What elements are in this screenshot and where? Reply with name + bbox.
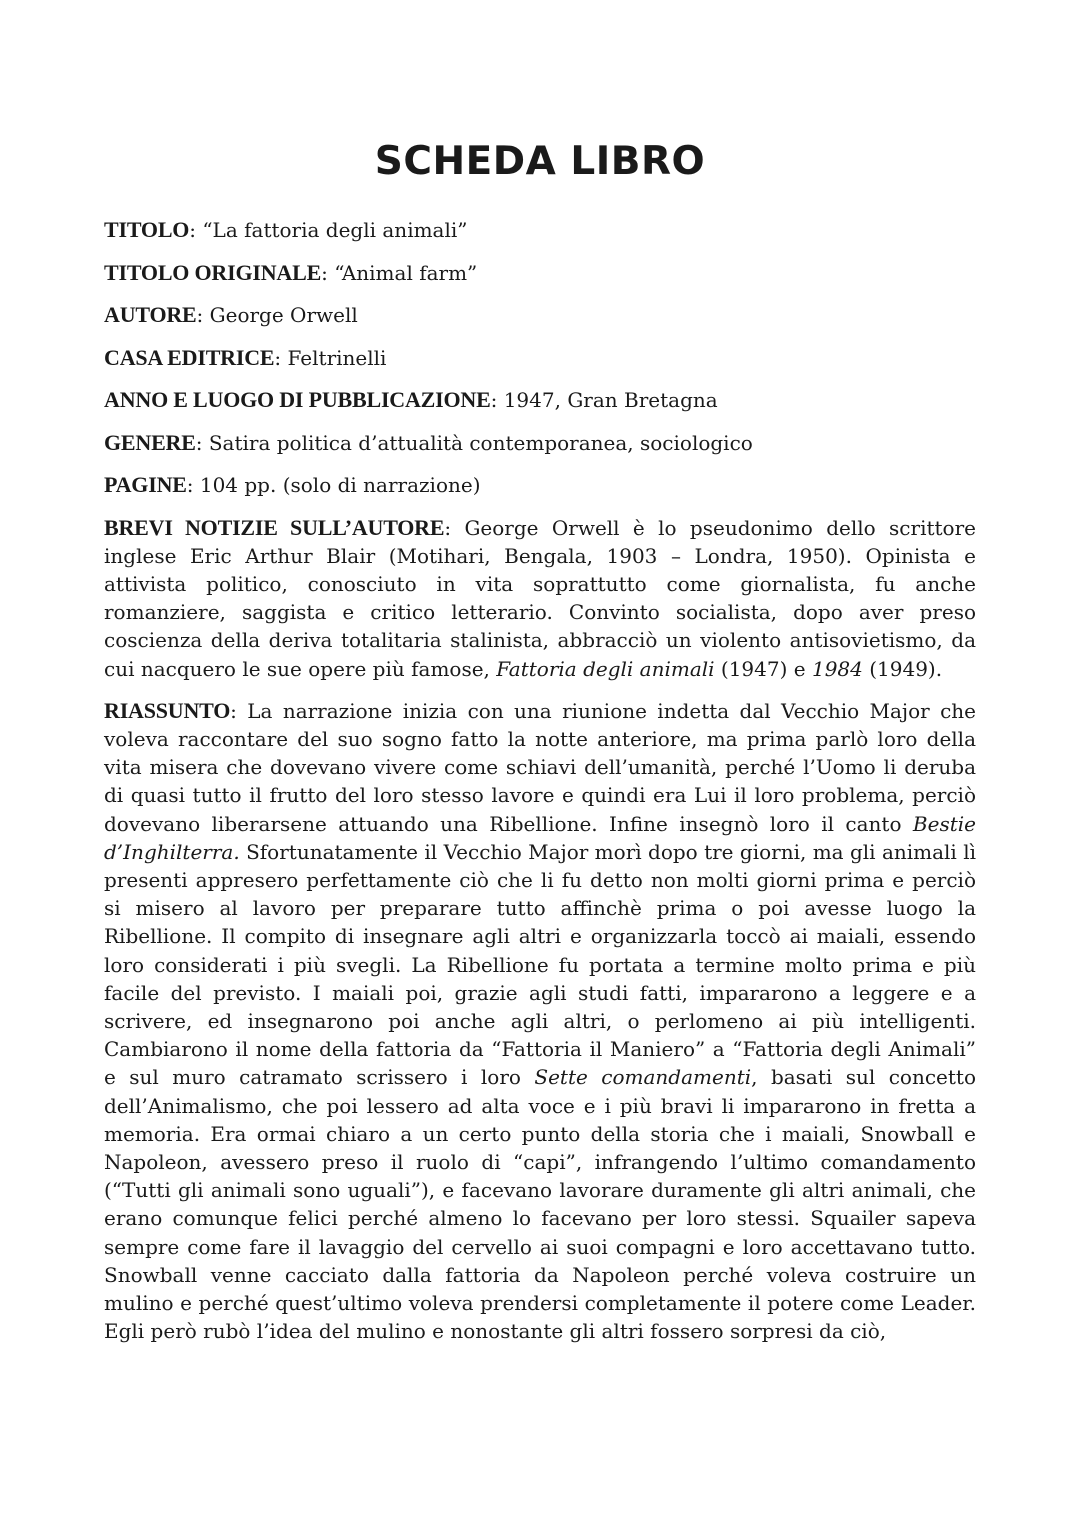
field-label: ANNO E LUOGO DI PUBBLICAZIONE [104,387,491,412]
field-label: TITOLO [104,217,190,242]
field-value: Satira politica d’attualità contemporanea, sociologico [208,430,753,455]
author-notes-text: (1949). [862,656,943,681]
field-label: PAGINE [104,472,187,497]
work-title-1984: 1984 [811,656,863,681]
field-value: “La fattoria degli animali” [202,218,468,242]
field-autore: AUTORE: George Orwell [104,302,358,327]
field-value: “Animal farm” [334,260,478,285]
field-pagine: PAGINE: 104 pp. (solo di narrazione) [104,472,481,497]
field-casa-editrice: CASA EDITRICE: Feltrinelli [104,344,387,370]
field-value: 104 pp. (solo di narrazione) [199,473,481,497]
summary-paragraph: RIASSUNTO: La narrazione inizia con una riunione indetta dal Vecchio Major che voleva raccontare del suo sogno fatto la notte anteriore, ma prima parlò loro della vita misera che dovevano vivere come schiavi dell’umanità, perché l’Uomo li deruba di quasi tutto il frutto del loro stesso lavore e quindi era Lui il loro problema, perciò dovevano liberarsene attuando una Ribellione. Infine insegnò loro il canto Bestie d’Inghilterra. Sfortunatamente il Vecchio Major morì dopo tre giorni, ma gli animali lì presenti appresero perfettamente ciò che li fu detto non molti giorni prima e perciò si misero al lavoro per preparare tutto affinchè prima o poi avesse luogo la Ribellione. Il compito di insegnare agli altri e organizzarla toccò ai maiali, essendo loro considerati i più svegli. La Ribellione fu portata a termine molto prima e più facile del previsto. I maiali poi, grazie agli studi fatti, impararono a leggere e a scrivere, ed insegnarono poi anche agli altri, o perlomeno ai più intelligenti. Cambiarono il nome della fattoria da “Fattoria il Maniero” a “Fattoria degli Animali” e sul muro catramato scrissero i loro Sette comandamenti, basati sul concetto dell’Animalismo, che poi lessero ad alta voce e i più bravi li impararono in fretta a memoria. Era ormai chiaro a un certo punto della storia che i maiali, Snowball e Napoleon, avessero preso il ruolo di “capi”, infrangendo l’ultimo comandamento (“Tutti gli animali sono uguali”), e facevano lavorare duramente gli altri animali, che erano comunque felici perché almeno lo facevano per loro stessi. Squailer sapeva sempre come fare il lavaggio del cervello ai suoi compagni e loro accettavano tutto. Snowball venne cacciato dalla fattoria da Napoleon perché voleva costruire un mulino e perché quest’ultimo voleva prendersi completamente il potere come Leader. Egli però rubò l’idea del mulino e nonostante gli altri fossero sorpresi da ciò, [104,697,976,1344]
summary-text: , basati sul concetto dell’Animalismo, che poi lessero ad alta voce e i più bravi li impararono in fretta a memoria. Era ormai chiaro a un certo punto della storia che i maiali, Snowball e Napoleon, avessero preso il ruolo di “capi”, infrangendo l’ultimo comandamento (“Tutti gli animali sono uguali”), e facevano lavorare duramente gli altri animali, che erano comunque felici perché almeno lo facevano per loro stessi. Squailer sapeva sempre come fare il lavaggio del cervello ai suoi compagni e loro accettavano tutto. Snowball venne cacciato dalla fattoria da Napoleon perché voleva costruire un mulino e perché quest’ultimo voleva prendersi completamente il potere come Leader. Egli però rubò l’idea del mulino e nonostante gli altri fossero sorpresi da ciò, [104,1065,976,1344]
field-label: GENERE [104,429,196,455]
field-value: George Orwell [209,303,358,327]
field-value: Feltrinelli [287,345,387,370]
page-title: SCHEDA LIBRO [374,139,706,184]
author-notes-text: George Orwell è lo pseudonimo dello scrittore inglese Eric Arthur Blair (Motihari, Bengala, 1903 – Londra, 1950). Opinista e attivista politico, conosciuto in vita soprattutto come giornalista, fu anche romanziere, saggista e critico letterario. Convinto socialista, dopo aver preso coscienza della deriva totalitaria stalinista, abbracciò un violento antisovietismo, da cui nacquero le sue opere più famose, [104,515,976,681]
commandments-title: Sette comandamenti [534,1065,752,1090]
field-label: CASA EDITRICE [104,344,275,370]
field-label: AUTORE [104,302,197,327]
field-value: 1947, Gran Bretagna [503,388,718,412]
author-notes-text: (1947) e [714,656,812,681]
summary-text: La narrazione inizia con una riunione indetta dal Vecchio Major che voleva raccontare del suo sogno fatto la notte anteriore, ma prima parlò loro della vita misera che dovevano vivere come schiavi dell’umanità, perché l’Uomo li deruba di quasi tutto il frutto del loro stesso lavore e quindi era Lui il loro problema, perciò dovevano liberarsene attuando una Ribellione. Infine insegnò loro il canto [104,698,976,836]
field-label: TITOLO ORIGINALE [104,259,322,285]
summary-text: Sfortunatamente il Vecchio Major morì dopo tre giorni, ma gli animali lì presenti appresero perfettamente ciò che li fu detto non molti giorni prima e perciò si misero al lavoro per preparare tutto affinchè prima o poi avesse luogo la Ribellione. Il compito di insegnare agli altri e organizzarla toccò ai maiali, essendo loro considerati i più svegli. La Ribellione fu portata a termine molto prima e più facile del previsto. I maiali poi, grazie agli studi fatti, impararono a leggere e a scrivere, ed insegnarono poi anche agli altri, o perlomeno ai più intelligenti. Cambiarono il nome della fattoria da “Fattoria il Maniero” a “Fattoria degli Animali” e sul muro catramato scrissero i loro [104,839,976,1090]
field-titolo-originale: TITOLO ORIGINALE: “Animal farm” [104,259,478,285]
field-anno-luogo: ANNO E LUOGO DI PUBBLICAZIONE: 1947, Gran Bretagna [104,387,718,412]
song-title: Bestie d’Inghilterra. [104,811,976,864]
author-notes-label: BREVI NOTIZIE SULL’AUTORE [104,514,445,540]
work-title-animal-farm: Fattoria degli animali [496,656,715,681]
field-titolo: TITOLO: “La fattoria degli animali” [104,217,468,242]
author-notes-paragraph: BREVI NOTIZIE SULL’AUTORE: George Orwell è lo pseudonimo dello scrittore inglese Eric Arthur Blair (Motihari, Bengala, 1903 – Londra, 1950). Opinista e attivista politico, conosciuto in vita soprattutto come giornalista, fu anche romanziere, saggista e critico letterario. Convinto socialista, dopo aver preso coscienza della deriva totalitaria stalinista, abbracciò un violento antisovietismo, da cui nacquero le sue opere più famose, Fattoria degli animali (1947) e 1984 (1949). [104,514,976,681]
document-page [104,138,976,1359]
field-genere: GENERE: Satira politica d’attualità contemporanea, sociologico [104,429,753,455]
summary-label: RIASSUNTO [104,697,231,723]
